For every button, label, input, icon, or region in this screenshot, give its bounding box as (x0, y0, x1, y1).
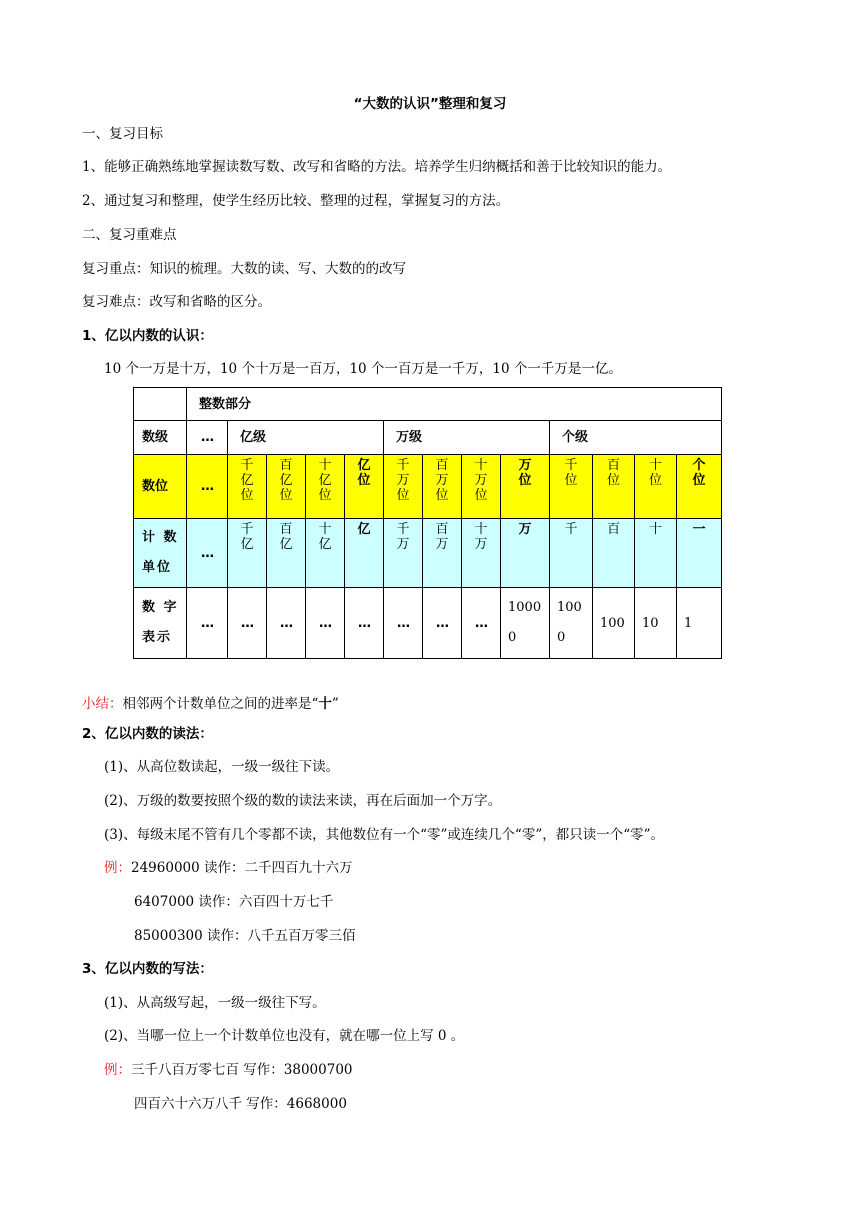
number-cell: … (345, 588, 384, 659)
part2-heading: 2、亿以内数的读法： (82, 726, 213, 742)
write-example-2: 四百六十六万八千 写作：4668000 (134, 1096, 347, 1112)
unit-dots: … (187, 519, 228, 588)
unit-cell: 十亿 (306, 519, 345, 588)
unit-cell: 一 (677, 519, 722, 588)
unit-cell: 千万 (384, 519, 423, 588)
difficult-point: 复习难点：改写和省略的区分。 (82, 294, 271, 310)
summary-label: 小结： (82, 696, 123, 712)
read-example-2: 6407000 读作：六百四十万七千 (134, 894, 334, 910)
unit-cell: 千 (550, 519, 593, 588)
example-label: 例： (104, 1062, 131, 1078)
digit-cell: 千亿位 (228, 455, 267, 519)
number-cell: … (384, 588, 423, 659)
row-label-level: 数级 (134, 421, 187, 455)
write-rule-2: (2)、当哪一位上一个计数单位也没有，就在哪一位上写 0 。 (104, 1028, 465, 1044)
read-example-3: 85000300 读作：八千五百万零三佰 (134, 928, 356, 944)
number-cell: … (267, 588, 306, 659)
unit-cell: 百 (593, 519, 635, 588)
digit-cell: 千位 (550, 455, 593, 519)
read-rule-1: (1)、从高位数读起，一级一级往下读。 (104, 759, 340, 775)
unit-cell: 百亿 (267, 519, 306, 588)
number-cell: 10000 (501, 588, 550, 659)
write-example-1-text: 三千八百万零七百 写作：38000700 (131, 1062, 353, 1078)
write-rule-1: (1)、从高级写起，一级一级往下写。 (104, 995, 326, 1011)
section-heading-goals: 一、复习目标 (82, 126, 163, 142)
read-example-1-text: 24960000 读作：二千四百九十六万 (131, 860, 353, 876)
row-label-number: 数 字 表示 (134, 588, 187, 659)
digit-cell: 个位 (677, 455, 722, 519)
table-corner-cell (134, 388, 187, 421)
part1-heading: 1、亿以内数的认识： (82, 328, 213, 344)
number-cell: … (462, 588, 501, 659)
digit-cell: 百亿位 (267, 455, 306, 519)
section-heading-keypoints: 二、复习重难点 (82, 227, 177, 243)
row-label-unit: 计 数 单位 (134, 519, 187, 588)
read-example-1 (104, 858, 353, 878)
summary-end: ” (331, 696, 339, 712)
number-cell: 1000 (550, 588, 593, 659)
example-label: 例： (104, 860, 131, 876)
summary-line (82, 694, 339, 714)
number-cell: … (306, 588, 345, 659)
digit-cell: 十位 (635, 455, 677, 519)
digit-cell: 万位 (501, 455, 550, 519)
page-title: “大数的认识”整理和复习 (353, 96, 507, 112)
unit-cell: 百万 (423, 519, 462, 588)
unit-cell: 十 (635, 519, 677, 588)
digit-dots: … (187, 455, 228, 519)
unit-cell: 十万 (462, 519, 501, 588)
summary-text: 相邻两个计数单位之间的进率是“ (122, 696, 319, 712)
digit-cell: 百位 (593, 455, 635, 519)
number-cell: … (423, 588, 462, 659)
table-header: 整数部分 (187, 388, 722, 421)
read-rule-3: (3)、每级末尾不管有几个零都不读，其他数位有一个“零”或连续几个“零”，都只读一个“零”。 (104, 827, 665, 843)
row-label-digit: 数位 (134, 455, 187, 519)
digit-cell: 十亿位 (306, 455, 345, 519)
number-cell: 1 (677, 588, 722, 659)
digit-cell: 百万位 (423, 455, 462, 519)
digit-cell: 亿位 (345, 455, 384, 519)
unit-cell: 亿 (345, 519, 384, 588)
digit-cell: 千万位 (384, 455, 423, 519)
part1-text: 10 个一万是十万，10 个十万是一百万，10 个一百万是一千万，10 个一千万是一亿。 (104, 361, 622, 377)
summary-bold: 十 (318, 696, 332, 712)
number-cell: … (187, 588, 228, 659)
digit-cell: 十万位 (462, 455, 501, 519)
goal-item-1: 1、能够正确熟练地掌握读数写数、改写和省略的方法。培养学生归纳概括和善于比较知识的能力。 (82, 159, 672, 175)
key-point: 复习重点：知识的梳理。大数的读、写、大数的的改写 (82, 261, 406, 277)
level-wan: 万级 (384, 421, 550, 455)
number-cell: 100 (593, 588, 635, 659)
place-value-table (133, 387, 722, 659)
part3-heading: 3、亿以内数的写法： (82, 961, 213, 977)
level-ge: 个级 (550, 421, 722, 455)
unit-cell: 万 (501, 519, 550, 588)
number-cell: 10 (635, 588, 677, 659)
write-example-1 (104, 1060, 353, 1080)
goal-item-2: 2、通过复习和整理，使学生经历比较、整理的过程，掌握复习的方法。 (82, 193, 510, 209)
level-dots: … (187, 421, 228, 455)
number-cell: … (228, 588, 267, 659)
level-yi: 亿级 (228, 421, 384, 455)
unit-cell: 千亿 (228, 519, 267, 588)
read-rule-2: (2)、万级的数要按照个级的数的读法来读，再在后面加一个万字。 (104, 793, 502, 809)
